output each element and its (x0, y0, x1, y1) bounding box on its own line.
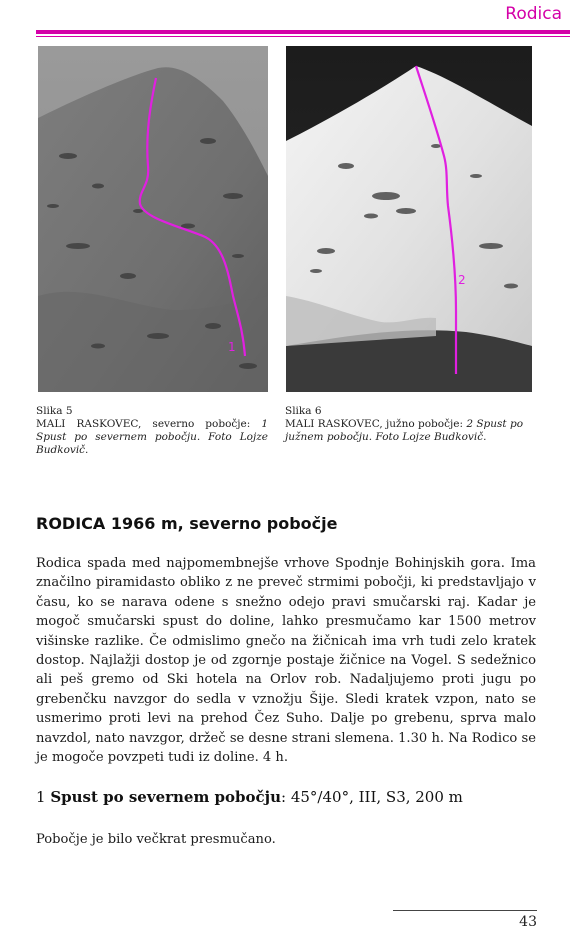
route-name: Spust po severnem pobočju (50, 788, 282, 806)
route-details: : 45°/40°, III, S3, 200 m (281, 788, 463, 806)
header-rule-thin (36, 36, 570, 37)
route-note: Pobočje je bilo večkrat presmučano. (36, 832, 276, 847)
caption-text-5: MALI RASKOVEC, severno pobočje: (36, 418, 262, 430)
route-marker-1: 1 (228, 340, 236, 354)
section-heading: RODICA 1966 m, severno pobočje (36, 514, 338, 533)
body-paragraph: Rodica spada med najpomembnejše vrhove Spodnje Bohinjskih gora. Ima značilno piramidasto obliko z ne preveč strmimi pobočji, ki predstavljajo v času, ko se narava odene s snežno odejo pravi smučarski raj. Kadar je mogoč smučarski spust do doline, lahko presmučamo kar 1500 metrov višinske razlike. Če odmislimo gnečo na žičnicah ima vrh tudi zelo kratek dostop. Najlažji dostop je od zgornje postaje žičnice na Vogel. S sedežnico ali peš gremo od Ski hotela na Orlov rob. Nadaljujemo proti jugu po grebenčku navzgor do sedla v vznožju Šije. Sledi kratek vzpon, nato se usmerimo proti levi na prehod Čez Suho. Dalje po grebenu, sprva malo navzdol, nato navzgor, držeč se desne strani slemena. 1.30 h. Na Rodico se je mogoče povzpeti tudi iz doline. 4 h. (36, 556, 536, 766)
page-number: 43 (519, 914, 537, 930)
figure-caption-6 (285, 405, 537, 444)
caption-text-6: MALI RASKOVEC, južno pobočje: (285, 418, 467, 430)
caption-italic-6: 2 Spust po južnem pobočju. Foto Lojze Budkovič. (285, 418, 524, 443)
photo-south-slope (286, 46, 532, 392)
caption-italic-5: 1 Spust po severnem pobočju. Foto Lojze Budkovič. (36, 418, 268, 456)
running-title: Rodica (505, 4, 562, 24)
photo-north-slope (38, 46, 268, 392)
route-number: 1 (36, 788, 46, 806)
header-rule-thick (36, 30, 570, 34)
footer-rule (393, 910, 537, 911)
route-marker-2: 2 (458, 273, 466, 287)
figure-label-6: Slika 6 (285, 405, 322, 417)
figure-caption-5 (36, 405, 268, 457)
figure-label-5: Slika 5 (36, 405, 73, 417)
route-line (36, 788, 463, 806)
